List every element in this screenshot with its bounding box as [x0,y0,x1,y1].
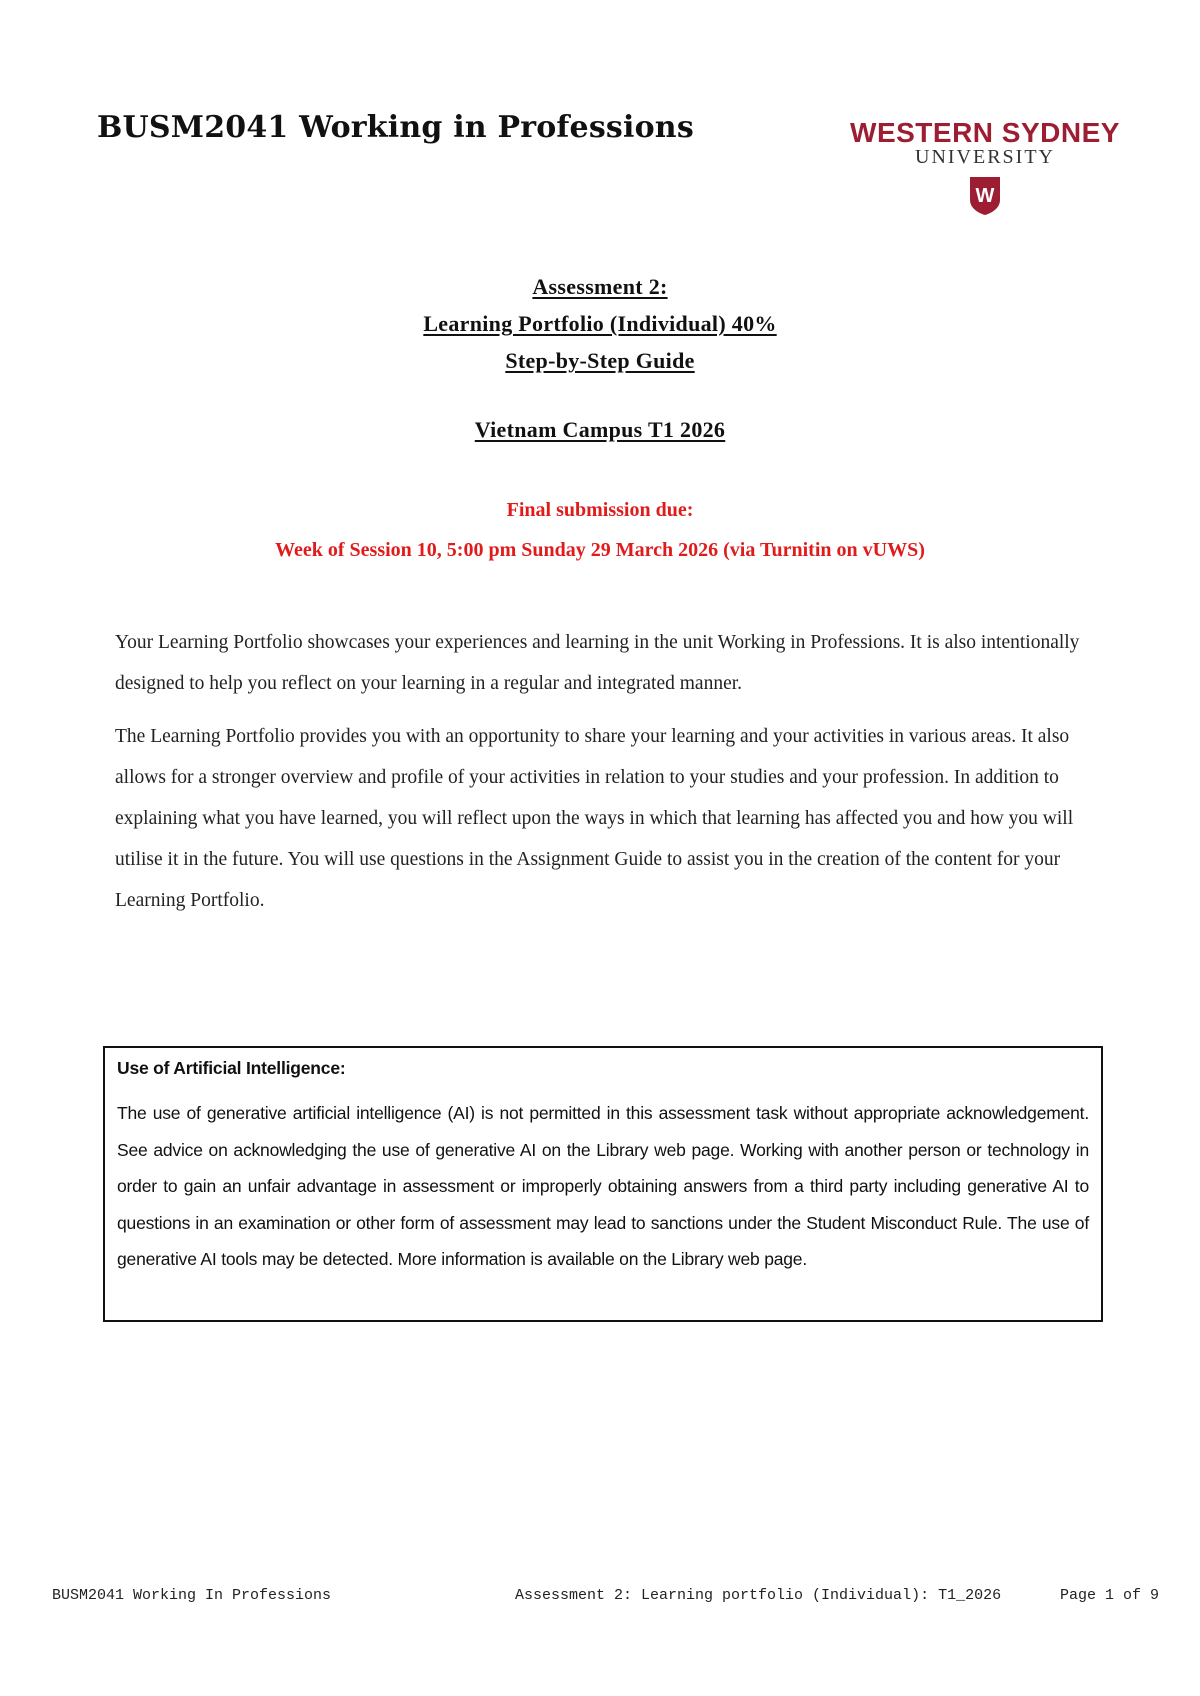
footer-unit: BUSM2041 Working In Professions [52,1587,332,1604]
shield-letter: W [975,185,995,207]
assessment-subtitle: Step-by-Step Guide [505,348,695,373]
assessment-title: Learning Portfolio (Individual) 40% [423,311,777,336]
intro-paragraph-1: Your Learning Portfolio showcases your experiences and learning in the unit Working in Professions. It is also intentionally designed to help you reflect on your learning in a regular and integrated manner. [115,632,1080,694]
due-label: Final submission due: [506,499,694,521]
footer-assessment: Assessment 2: Learning portfolio (Individual): T1_2026 [515,1587,1002,1604]
university-logo [850,118,1120,228]
shield-icon [969,176,1001,216]
logo-wordmark-bottom: UNIVERSITY [915,146,1055,168]
due-date-block [0,494,1200,566]
assessment-heading [0,268,1200,379]
ai-notice-body: The use of generative artificial intelligence (AI) is not permitted in this assessment task without appropriate acknowledgement. See advice on acknowledging the use of generative AI on the Library web page. Working with another person or technology in order to gain an unfair advantage in assessment or improperly obtaining answers from a third party including generative AI to questions in an examination or other form of assessment may lead to sanctions under the Student Misconduct Rule. The use of generative AI tools may be detected. More information is available on the Library web page. [117,1103,1089,1269]
due-detail: Week of Session 10, 5:00 pm Sunday 29 March 2026 (via Turnitin on vUWS) [275,539,925,561]
page-number: Page 1 of 9 [1060,1587,1160,1604]
ai-notice-box [103,1046,1103,1322]
campus-heading: Vietnam Campus T1 2026 [474,417,726,442]
unit-title: BUSM2041 Working in Professions [97,110,694,145]
ai-notice-title: Use of Artificial Intelligence: [117,1058,346,1078]
logo-wordmark-top: WESTERN SYDNEY [850,117,1120,148]
intro-paragraph-2: The Learning Portfolio provides you with an opportunity to share your learning and your activities in various areas. It also allows for a stronger overview and profile of your activities in relation to your studies and your profession. In addition to explaining what you have learned, you will reflect upon the ways in which that learning has affected you and how you will utilise it in the future. You will use questions in the Assignment Guide to assist you in the creation of the content for your Learning Portfolio. [115,726,1074,911]
assessment-number: Assessment 2: [532,274,668,299]
